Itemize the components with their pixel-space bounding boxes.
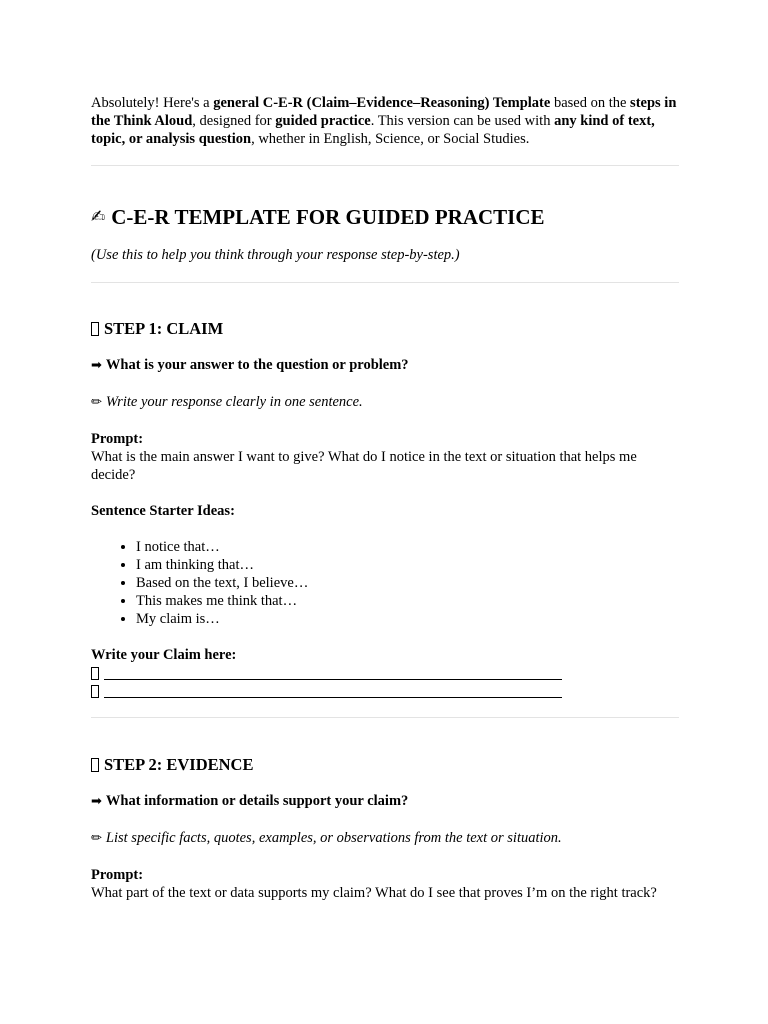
- intro-bold: guided practice: [275, 113, 371, 129]
- step2-title: STEP 2: EVIDENCE: [104, 755, 254, 774]
- intro-text: . This version can be used with: [370, 113, 555, 129]
- right-arrow-icon: ➡: [91, 794, 102, 809]
- pencil-icon: ✏: [91, 395, 102, 410]
- step2-heading: [91, 755, 681, 775]
- claim-write-line[interactable]: [91, 682, 681, 700]
- step1-question-text: What is your answer to the question or problem?: [105, 357, 409, 373]
- missing-glyph-box-icon: [91, 322, 99, 336]
- intro-bold: steps in the Think Aloud: [91, 95, 677, 129]
- template-title: C-E-R TEMPLATE FOR GUIDED PRACTICE: [111, 205, 545, 229]
- intro-text: Absolutely! Here's a: [91, 95, 214, 111]
- step1-instruction-text: Write your response clearly in one sentence.: [105, 394, 363, 410]
- missing-glyph-box-icon: [91, 758, 99, 772]
- intro-bold: any kind of text, topic, or analysis question: [91, 113, 655, 147]
- step1-heading: [91, 319, 681, 339]
- step1-prompt-label: Prompt:: [91, 431, 144, 447]
- right-arrow-icon: ➡: [91, 358, 102, 373]
- step1-question: [91, 356, 681, 375]
- list-item: • I notice that…: [136, 538, 681, 556]
- missing-glyph-box-icon: [91, 685, 99, 698]
- step2-instruction: [91, 829, 681, 848]
- claim-write-line[interactable]: [91, 664, 681, 682]
- writing-hand-icon: ✍: [91, 207, 106, 227]
- sentence-starters-list: [91, 538, 681, 628]
- step2-prompt-label: Prompt:: [91, 867, 144, 883]
- write-claim-label: Write your Claim here:: [91, 647, 237, 663]
- intro-text: , designed for: [192, 113, 276, 129]
- divider: [91, 282, 679, 283]
- template-subtitle: (Use this to help you think through your response step-by-step.): [91, 247, 460, 263]
- list-item: • This makes me think that…: [136, 592, 681, 610]
- divider: [91, 717, 679, 718]
- intro-bold: general C-E-R (Claim–Evidence–Reasoning) Template: [213, 95, 551, 111]
- intro-text: based on the: [550, 95, 631, 111]
- step2-prompt-text: What part of the text or data supports my claim? What do I see that proves I’m on the right track?: [91, 885, 657, 901]
- list-item: • My claim is…: [136, 610, 681, 628]
- step1-instruction: [91, 393, 681, 412]
- list-item: • Based on the text, I believe…: [136, 574, 681, 592]
- intro-paragraph: [91, 94, 681, 148]
- blank-line[interactable]: [104, 666, 562, 680]
- divider: [91, 165, 679, 166]
- step2-instruction-text: List specific facts, quotes, examples, or observations from the text or situation.: [105, 830, 562, 846]
- step2-question-text: What information or details support your claim?: [105, 793, 409, 809]
- step1-title: STEP 1: CLAIM: [104, 319, 224, 338]
- list-item: • I am thinking that…: [136, 556, 681, 574]
- sentence-starters-label: Sentence Starter Ideas:: [91, 503, 235, 519]
- missing-glyph-box-icon: [91, 667, 99, 680]
- document-body: [91, 94, 681, 902]
- blank-line[interactable]: [104, 684, 562, 698]
- template-heading: [91, 204, 681, 230]
- intro-text: , whether in English, Science, or Social Studies.: [251, 131, 530, 147]
- step2-question: [91, 792, 681, 811]
- pencil-icon: ✏: [91, 831, 102, 846]
- step1-prompt-text: What is the main answer I want to give? What do I notice in the text or situation that helps me decide?: [91, 449, 637, 483]
